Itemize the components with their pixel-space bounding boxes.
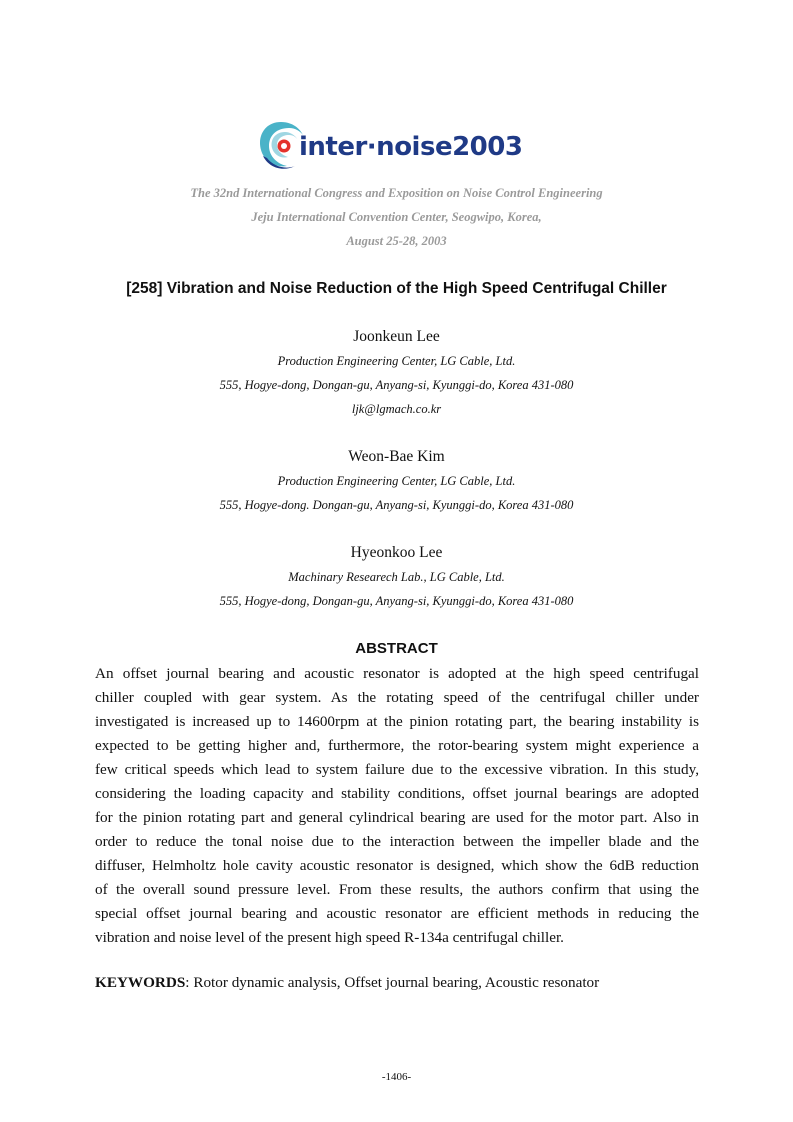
abstract-line: few critical speeds which lead to system failure due to the excessive vibration. In this study, xyxy=(95,761,699,778)
abstract-line: expected to be getting higher and, furthermore, the rotor-bearing system might experience a xyxy=(95,737,699,754)
abstract-line: of the overall sound pressure level. From these results, the authors confirm that using the xyxy=(95,881,699,898)
abstract-line: vibration and noise level of the present high speed R-134a centrifugal chiller. xyxy=(95,929,564,946)
author-affiliation: Machinary Researech Lab., LG Cable, Ltd. xyxy=(288,570,505,584)
author-name: Weon-Bae Kim xyxy=(348,448,445,465)
abstract-heading: ABSTRACT xyxy=(355,640,438,657)
conference-logo xyxy=(255,118,555,174)
conference-dates: August 25-28, 2003 xyxy=(346,234,447,248)
abstract-line: investigated is increased up to 14600rpm at the pinion rotating part, the bearing instability is xyxy=(95,713,699,730)
author-name: Hyeonkoo Lee xyxy=(350,544,443,561)
keywords xyxy=(95,974,599,992)
abstract-body xyxy=(95,662,699,950)
abstract-line: for the pinion rotating part and general cylindrical bearing are used for the motor part. Also in xyxy=(95,809,699,826)
keywords-label: KEYWORDS xyxy=(95,974,186,991)
page-number: -1406- xyxy=(381,1071,412,1083)
author-affiliation: Production Engineering Center, LG Cable, Ltd. xyxy=(277,474,516,488)
author-affiliation: Production Engineering Center, LG Cable, Ltd. xyxy=(277,354,516,368)
author-email: ljk@lgmach.co.kr xyxy=(351,402,442,416)
abstract-line: chiller coupled with gear system. As the rotating speed of the centrifugal chiller under xyxy=(95,689,699,706)
author-address: 555, Hogye-dong, Dongan-gu, Anyang-si, Kyunggi-do, Korea 431-080 xyxy=(219,594,574,608)
abstract-line: considering the loading capacity and stability conditions, offset journal bearings are adopted xyxy=(95,785,699,802)
abstract-line: order to reduce the tonal noise due to the interaction between the impeller blade and the xyxy=(95,833,699,850)
conference-name: The 32nd International Congress and Exposition on Noise Control Engineering xyxy=(190,186,603,200)
abstract-line: diffuser, Helmholtz hole cavity acoustic resonator is designed, which show the 6dB reduction xyxy=(95,857,699,874)
paper-title: [258] Vibration and Noise Reduction of the High Speed Centrifugal Chiller xyxy=(126,280,667,297)
keywords-text: : Rotor dynamic analysis, Offset journal bearing, Acoustic resonator xyxy=(185,974,600,991)
author-name: Joonkeun Lee xyxy=(353,328,440,345)
conference-venue: Jeju International Convention Center, Seogwipo, Korea, xyxy=(251,210,542,224)
logo-wordmark: inter·noise2003 xyxy=(299,132,523,162)
author-address: 555, Hogye-dong. Dongan-gu, Anyang-si, Kyunggi-do, Korea 431-080 xyxy=(219,498,574,512)
abstract-line: special offset journal bearing and acoustic resonator are efficient methods in reducing the xyxy=(95,905,699,922)
author-address: 555, Hogye-dong, Dongan-gu, Anyang-si, Kyunggi-do, Korea 431-080 xyxy=(219,378,574,392)
abstract-line: An offset journal bearing and acoustic resonator is adopted at the high speed centrifugal xyxy=(95,665,699,682)
